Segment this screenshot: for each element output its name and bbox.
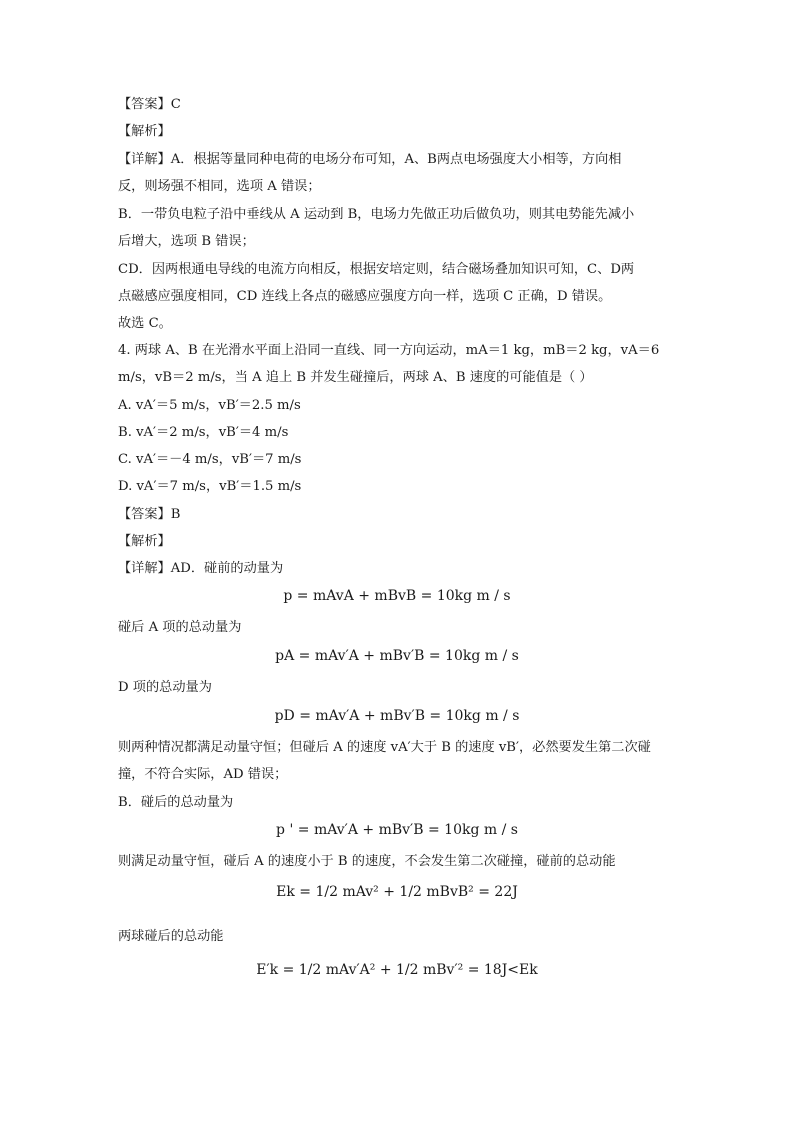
text-line: 点磁感应强度相同，CD 连线上各点的磁感应强度方向一样，选项 C 正确，D 错误。	[118, 289, 612, 304]
option-a: A. vA′＝5 m/s，vB′＝2.5 m/s	[118, 398, 301, 413]
text-line: 碰后 A 项的总动量为	[118, 620, 242, 635]
text-line: 故选 C。	[118, 316, 172, 331]
text-line: 后增大，选项 B 错误；	[118, 234, 255, 249]
text-line: 【详解】AD．碰前的动量为	[118, 561, 284, 576]
text-line: 反，则场强不相同，选项 A 错误；	[118, 179, 321, 194]
text-line: B．碰后的总动量为	[118, 795, 234, 810]
answer-label: 【答案】C	[118, 97, 181, 112]
text-line: 【详解】A．根据等量同种电荷的电场分布可知，A、B两点电场强度大小相等，方向相	[118, 152, 622, 167]
answer-label: 【答案】B	[118, 507, 181, 522]
analysis-label: 【解析】	[118, 534, 171, 549]
equation-momentum-b: p ' = mAv′A + mBv′B = 10kg m / s	[276, 822, 518, 838]
equation-kinetic-energy-before: Ek = 1/2 mAv² + 1/2 mBvB² = 22J	[276, 884, 518, 900]
equation-momentum-d: pD = mAv′A + mBv′B = 10kg m / s	[274, 708, 520, 724]
equation-momentum-before: p = mAvA + mBvB = 10kg m / s	[283, 588, 511, 604]
question-stem: 4. 两球 A、B 在光滑水平面上沿同一直线、同一方向运动，mA＝1 kg，mB＝2 kg，vA＝6	[118, 343, 660, 358]
option-c: C. vA′＝－4 m/s，vB′＝7 m/s	[118, 452, 302, 467]
text-line: 则满足动量守恒，碰后 A 的速度小于 B 的速度，不会发生第二次碰撞，碰前的总动能	[118, 854, 616, 869]
option-d: D. vA′＝7 m/s，vB′＝1.5 m/s	[118, 479, 302, 494]
text-line: D 项的总动量为	[118, 680, 212, 695]
option-b: B. vA′＝2 m/s，vB′＝4 m/s	[118, 425, 289, 440]
equation-momentum-a: pA = mAv′A + mBv′B = 10kg m / s	[275, 648, 519, 664]
question-stem: m/s，vB＝2 m/s，当 A 追上 B 并发生碰撞后，两球 A、B 速度的可能值是（ ）	[118, 370, 593, 385]
equation-kinetic-energy-after: E′k = 1/2 mAv′A² + 1/2 mBv′² = 18J<Ek	[256, 962, 538, 978]
text-line: B．一带负电粒子沿中垂线从 A 运动到 B，电场力先做正功后做负功，则其电势能先减小	[118, 207, 635, 222]
text-line: 则两种情况都满足动量守恒；但碰后 A 的速度 vA′大于 B 的速度 vB′，必然要发生第二次碰	[118, 740, 651, 755]
analysis-label: 【解析】	[118, 124, 171, 139]
text-line: 撞，不符合实际，AD 错误；	[118, 767, 288, 782]
text-line: 两球碰后的总动能	[118, 929, 224, 944]
text-line: CD．因两根通电导线的电流方向相反，根据安培定则，结合磁场叠加知识可知，C、D两	[118, 262, 635, 277]
